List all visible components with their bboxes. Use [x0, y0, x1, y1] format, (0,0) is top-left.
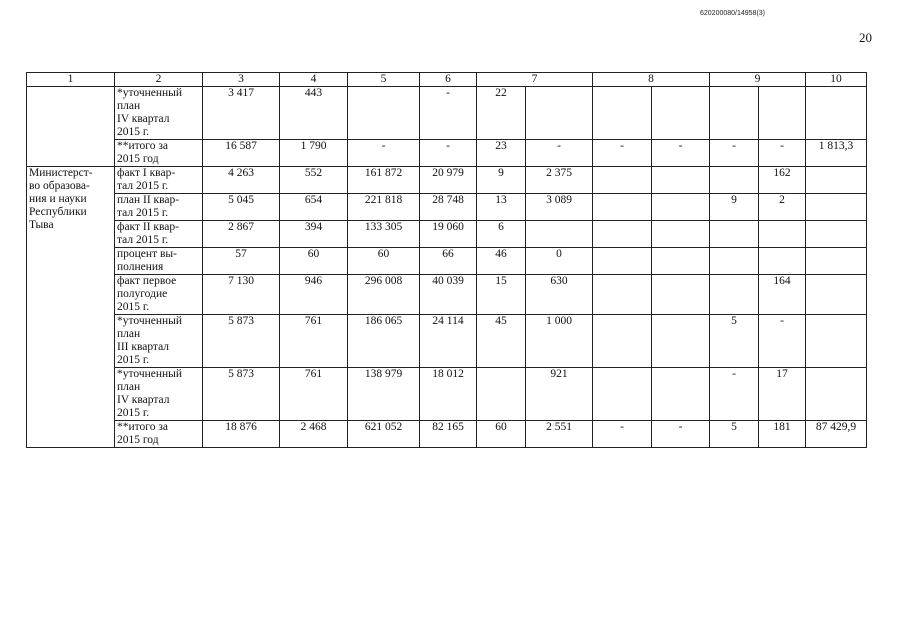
data-cell [477, 368, 526, 421]
data-cell [759, 221, 806, 248]
data-cell [348, 87, 420, 140]
data-cell [593, 275, 652, 315]
data-cell: - [593, 421, 652, 448]
data-cell: 23 [477, 140, 526, 167]
data-cell: 630 [526, 275, 593, 315]
data-cell [652, 221, 710, 248]
data-cell: 1 790 [280, 140, 348, 167]
data-cell: - [759, 140, 806, 167]
data-cell: 9 [477, 167, 526, 194]
data-cell: 162 [759, 167, 806, 194]
data-cell [593, 248, 652, 275]
data-cell: 13 [477, 194, 526, 221]
data-cell [593, 87, 652, 140]
data-cell: - [420, 87, 477, 140]
data-cell [652, 275, 710, 315]
page-number: 20 [859, 30, 872, 45]
data-cell: 2 375 [526, 167, 593, 194]
data-cell [652, 167, 710, 194]
data-cell: 60 [348, 248, 420, 275]
data-cell [652, 315, 710, 368]
column-header: 8 [593, 73, 710, 87]
table-row [27, 315, 867, 368]
row-label: факт II квар- тал 2015 г. [115, 221, 203, 248]
data-cell: - [420, 140, 477, 167]
data-cell: 443 [280, 87, 348, 140]
data-cell: 2 [759, 194, 806, 221]
data-cell: 621 052 [348, 421, 420, 448]
data-cell: 9 [710, 194, 759, 221]
data-cell [652, 194, 710, 221]
data-cell [806, 221, 867, 248]
data-cell: 5 [710, 315, 759, 368]
data-cell: 181 [759, 421, 806, 448]
column-header: 2 [115, 73, 203, 87]
data-cell: 18 012 [420, 368, 477, 421]
data-cell: 654 [280, 194, 348, 221]
data-cell: 57 [203, 248, 280, 275]
data-cell [652, 87, 710, 140]
data-cell: 5 [710, 421, 759, 448]
data-cell: 394 [280, 221, 348, 248]
data-cell: - [526, 140, 593, 167]
data-cell: 60 [477, 421, 526, 448]
row-label: *уточненный план IV квартал 2015 г. [115, 368, 203, 421]
data-cell: 87 429,9 [806, 421, 867, 448]
data-cell: 17 [759, 368, 806, 421]
data-cell: - [652, 140, 710, 167]
data-cell [710, 87, 759, 140]
data-cell: 3 089 [526, 194, 593, 221]
data-cell: - [710, 140, 759, 167]
table-row [27, 275, 867, 315]
data-cell: 66 [420, 248, 477, 275]
column-header: 3 [203, 73, 280, 87]
table-row [27, 221, 867, 248]
table-row [27, 140, 867, 167]
data-cell [593, 194, 652, 221]
data-cell: 4 263 [203, 167, 280, 194]
data-cell: 24 114 [420, 315, 477, 368]
row-label: факт первое полугодие 2015 г. [115, 275, 203, 315]
data-cell: 221 818 [348, 194, 420, 221]
data-cell: 138 979 [348, 368, 420, 421]
data-cell [593, 221, 652, 248]
data-cell [593, 167, 652, 194]
data-cell [593, 315, 652, 368]
table-row [27, 87, 867, 140]
data-cell [526, 87, 593, 140]
row-label: **итого за 2015 год [115, 421, 203, 448]
header-row [27, 73, 867, 87]
column-header: 6 [420, 73, 477, 87]
data-cell: 19 060 [420, 221, 477, 248]
column-header: 4 [280, 73, 348, 87]
data-cell [759, 248, 806, 275]
data-cell: 45 [477, 315, 526, 368]
data-cell [652, 248, 710, 275]
data-cell: 164 [759, 275, 806, 315]
column-header: 1 [27, 73, 115, 87]
table-row [27, 368, 867, 421]
data-cell [710, 275, 759, 315]
data-cell: 16 587 [203, 140, 280, 167]
data-cell: 22 [477, 87, 526, 140]
data-cell [806, 315, 867, 368]
data-cell [710, 167, 759, 194]
data-cell: 5 873 [203, 368, 280, 421]
data-cell [710, 221, 759, 248]
data-cell: - [759, 315, 806, 368]
data-cell [759, 87, 806, 140]
data-cell [652, 368, 710, 421]
organization-name: Министерст- во образова- ния и науки Республики Тыва [27, 167, 115, 448]
table-row [27, 248, 867, 275]
data-cell: 2 551 [526, 421, 593, 448]
data-cell [593, 368, 652, 421]
row-label: процент вы- полнения [115, 248, 203, 275]
data-cell: 133 305 [348, 221, 420, 248]
row-label: **итого за 2015 год [115, 140, 203, 167]
data-cell [806, 275, 867, 315]
data-cell: 7 130 [203, 275, 280, 315]
data-cell: - [593, 140, 652, 167]
data-cell: 18 876 [203, 421, 280, 448]
data-cell [526, 221, 593, 248]
organization-cell-empty [27, 87, 115, 167]
data-cell: 82 165 [420, 421, 477, 448]
row-label: план II квар- тал 2015 г. [115, 194, 203, 221]
document-code: 620200080/14958(3) [700, 10, 766, 17]
data-cell [806, 87, 867, 140]
column-header: 9 [710, 73, 806, 87]
row-label: факт I квар- тал 2015 г. [115, 167, 203, 194]
data-cell: 1 000 [526, 315, 593, 368]
data-cell: 46 [477, 248, 526, 275]
data-cell: - [652, 421, 710, 448]
data-cell: 186 065 [348, 315, 420, 368]
table-row [27, 167, 867, 194]
data-cell: 6 [477, 221, 526, 248]
data-cell: 3 417 [203, 87, 280, 140]
data-cell [806, 194, 867, 221]
data-cell: 552 [280, 167, 348, 194]
data-cell: 761 [280, 315, 348, 368]
data-cell: - [348, 140, 420, 167]
data-cell: 946 [280, 275, 348, 315]
data-cell: 5 045 [203, 194, 280, 221]
data-cell: 60 [280, 248, 348, 275]
data-cell: 15 [477, 275, 526, 315]
data-cell: - [710, 368, 759, 421]
data-cell [806, 248, 867, 275]
data-cell: 20 979 [420, 167, 477, 194]
data-cell: 161 872 [348, 167, 420, 194]
data-cell: 40 039 [420, 275, 477, 315]
data-cell: 5 873 [203, 315, 280, 368]
data-cell: 28 748 [420, 194, 477, 221]
column-header: 10 [806, 73, 867, 87]
column-header: 5 [348, 73, 420, 87]
data-cell: 2 468 [280, 421, 348, 448]
data-cell: 2 867 [203, 221, 280, 248]
table-row [27, 421, 867, 448]
report-table [26, 72, 867, 448]
data-cell [710, 248, 759, 275]
column-header: 7 [477, 73, 593, 87]
data-cell [806, 167, 867, 194]
data-cell: 0 [526, 248, 593, 275]
data-cell: 296 008 [348, 275, 420, 315]
data-cell: 1 813,3 [806, 140, 867, 167]
data-cell [806, 368, 867, 421]
data-cell: 761 [280, 368, 348, 421]
table-row [27, 194, 867, 221]
row-label: *уточненный план III квартал 2015 г. [115, 315, 203, 368]
row-label: *уточненный план IV квартал 2015 г. [115, 87, 203, 140]
data-cell: 921 [526, 368, 593, 421]
